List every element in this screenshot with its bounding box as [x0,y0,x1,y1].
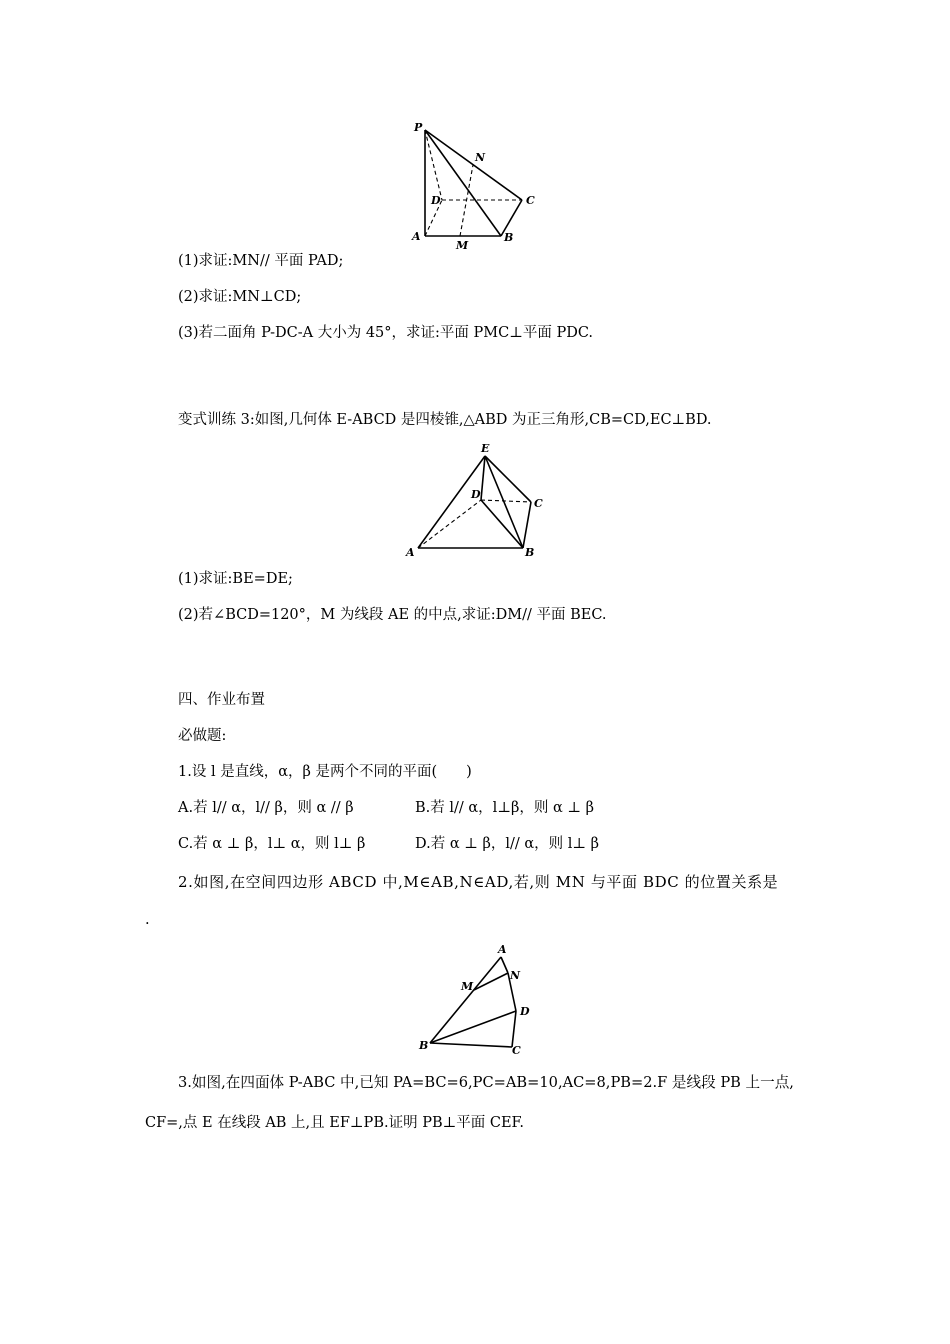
variant3-q2: (2)若∠BCD=120°，M 为线段 AE 的中点,求证:DM// 平面 BEC. [178,607,607,623]
variant3-intro: 变式训练 3:如图,几何体 E-ABCD 是四棱锥,△ABD 为正三角形,CB=CD,EC⊥BD. [178,412,712,428]
label-n: N [475,151,486,164]
problem-q1: (1)求证:MN// 平面 PAD; [178,253,344,269]
label-c: C [526,194,535,207]
label-m: M [461,980,474,993]
item2-stem: 2.如图,在空间四边形 ABCD 中,M∈AB,N∈AD,若,则 MN 与平面 BDC 的位置关系是 [178,873,779,891]
item2-blank-end: . [145,912,150,928]
problem-q2: (2)求证:MN⊥CD; [178,289,302,305]
figure-space-quadrilateral [414,939,539,1061]
label-b: B [525,546,535,559]
label-a: A [412,230,421,243]
item1-option-b: B.若 l// α，l⊥β，则 α ⊥ β [415,800,594,816]
label-a: A [498,943,507,956]
label-d: D [471,488,481,501]
space-quadrilateral-diagram [414,939,539,1061]
problem-q3: (3)若二面角 P-DC-A 大小为 45°，求证:平面 PMC⊥平面 PDC. [178,325,594,341]
homework-heading: 四、作业布置 [178,692,265,708]
label-c: C [512,1044,521,1057]
figure-pyramid-eabcd [403,440,553,565]
item1-option-a: A.若 l// α，l// β，则 α // β [178,800,354,816]
pyramid-pabcd-diagram [405,118,555,253]
label-c: C [534,497,543,510]
item1-option-c: C.若 α ⊥ β，l⊥ α，则 l⊥ β [178,836,366,852]
label-n: N [510,969,521,982]
item3-line2: CF=,点 E 在线段 AB 上,且 EF⊥PB.证明 PB⊥平面 CEF. [145,1115,524,1131]
item3-line1: 3.如图,在四面体 P-ABC 中,已知 PA=BC=6,PC=AB=10,AC=8,PB=2.F 是线段 PB 上一点, [178,1074,794,1091]
label-a: A [406,546,415,559]
variant3-q1: (1)求证:BE=DE; [178,571,293,587]
label-m: M [456,239,469,252]
item1-option-d: D.若 α ⊥ β，l// α，则 l⊥ β [415,836,600,852]
required-label: 必做题: [178,728,227,744]
label-b: B [419,1039,429,1052]
label-d: D [431,194,441,207]
label-p: P [414,121,423,134]
pyramid-eabcd-diagram [403,440,553,565]
label-e: E [481,442,490,455]
item1-stem: 1.设 l 是直线，α，β 是两个不同的平面( ) [178,764,472,780]
label-d: D [520,1005,530,1018]
label-b: B [504,231,514,244]
figure-pyramid-pabcd [405,118,555,253]
